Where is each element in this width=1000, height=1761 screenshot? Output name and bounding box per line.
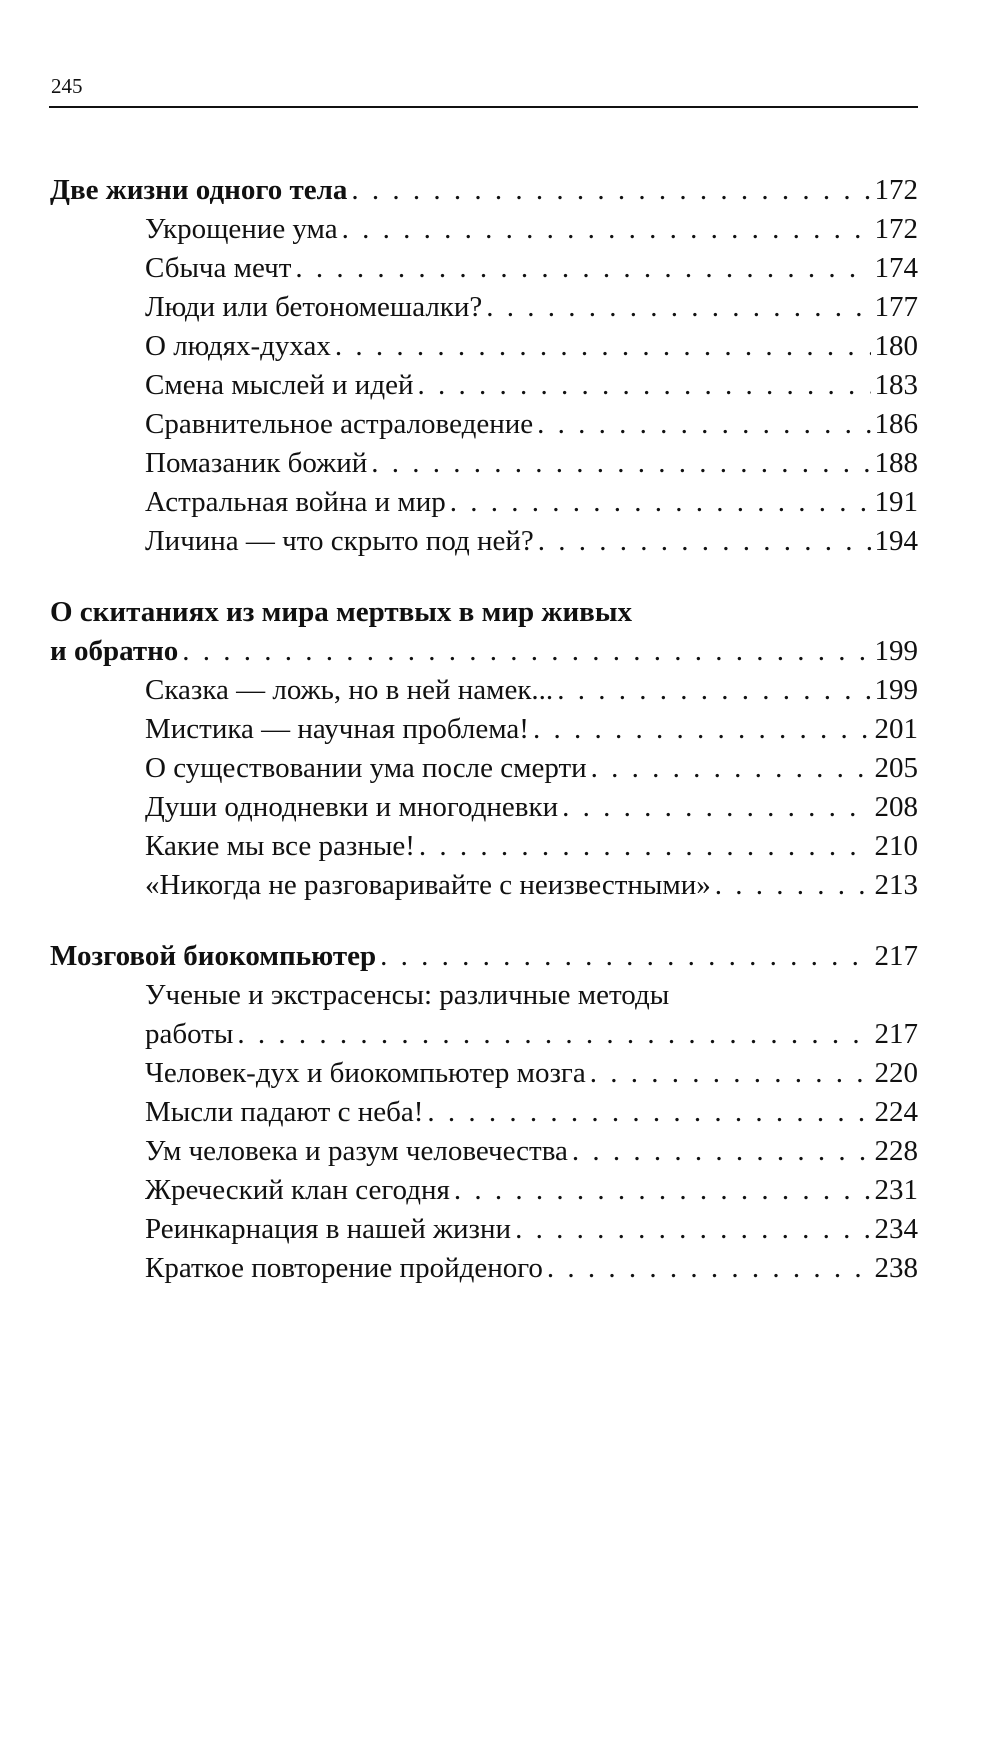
toc-entry: [50, 710, 918, 749]
toc-entry: [50, 249, 918, 288]
page-ref: 186: [874, 408, 918, 440]
toc-entry: [50, 1210, 918, 1249]
toc-entry: [50, 1249, 918, 1288]
toc-entry: [50, 366, 918, 405]
page-ref: 238: [874, 1252, 918, 1284]
dot-leader: [515, 1210, 870, 1249]
header-rule: [49, 106, 918, 108]
dot-leader: [427, 1093, 870, 1132]
dot-leader: [450, 483, 871, 522]
page-ref: 180: [874, 330, 918, 362]
page-ref: 172: [874, 174, 918, 206]
dot-leader: [454, 1171, 871, 1210]
entry-title: Краткое повторение пройденого: [145, 1252, 543, 1284]
chapter-title: и обратно: [50, 635, 179, 667]
entry-title: Человек-дух и биокомпьютер мозга: [145, 1057, 586, 1089]
toc-entry: [50, 483, 918, 522]
page-ref: 210: [874, 830, 918, 862]
toc-section: [50, 593, 918, 905]
entry-title: Сравнительное астраловедение: [145, 408, 534, 440]
page-ref: 201: [874, 713, 918, 745]
page-ref: 172: [874, 213, 918, 245]
dot-leader: [715, 866, 871, 905]
dot-leader: [351, 171, 870, 210]
entry-title: работы: [145, 1018, 234, 1050]
toc-chapter-entry: [50, 171, 918, 210]
page-ref: 228: [874, 1135, 918, 1167]
toc-entry: [50, 671, 918, 710]
dot-leader: [417, 366, 870, 405]
toc-entry: [50, 1093, 918, 1132]
toc-entry: [50, 1054, 918, 1093]
page-ref: 191: [874, 486, 918, 518]
dot-leader: [371, 444, 870, 483]
toc-entry: [50, 1171, 918, 1210]
page-ref: 183: [874, 369, 918, 401]
entry-title: «Никогда не разговаривайте с неизвестными»: [145, 869, 711, 901]
dot-leader: [537, 405, 870, 444]
page-ref: 234: [874, 1213, 918, 1245]
entry-title: Смена мыслей и идей: [145, 369, 414, 401]
chapter-title: Две жизни одного тела: [50, 174, 348, 206]
table-of-contents: [50, 171, 918, 1288]
page-ref: 231: [874, 1174, 918, 1206]
entry-title: Помазаник божий: [145, 447, 368, 479]
toc-chapter-entry: [50, 937, 918, 976]
toc-entry: [50, 327, 918, 366]
entry-title: Жреческий клан сегодня: [145, 1174, 450, 1206]
page-ref: 217: [874, 1018, 918, 1050]
chapter-title: Мозговой биокомпьютер: [50, 940, 377, 972]
page-ref: 199: [874, 674, 918, 706]
page-number: 245: [51, 74, 83, 98]
toc-entry: [50, 1132, 918, 1171]
page-ref: 213: [874, 869, 918, 901]
toc-entry: [50, 1015, 918, 1054]
entry-title: Ум человека и разум человечества: [145, 1135, 568, 1167]
entry-title: Личина — что скрыто под ней?: [145, 525, 534, 557]
page-ref: 205: [874, 752, 918, 784]
page-ref: 208: [874, 791, 918, 823]
toc-entry: [50, 288, 918, 327]
page-ref: 194: [874, 525, 918, 557]
entry-title: Астральная война и мир: [145, 486, 446, 518]
entry-title: Укрощение ума: [145, 213, 338, 245]
dot-leader: [380, 937, 870, 976]
toc-entry: [50, 866, 918, 905]
toc-section: [50, 937, 918, 1288]
dot-leader: [562, 788, 870, 827]
toc-entry: [50, 749, 918, 788]
toc-entry: [50, 405, 918, 444]
entry-title: Мистика — научная проблема!: [145, 713, 529, 745]
dot-leader: [572, 1132, 871, 1171]
entry-title: Сбыча мечт: [145, 252, 292, 284]
dot-leader: [533, 710, 871, 749]
toc-entry: [50, 522, 918, 561]
dot-leader: [237, 1015, 870, 1054]
entry-title-line: Ученые и экстрасенсы: различные методы: [145, 979, 670, 1011]
toc-section: [50, 171, 918, 561]
dot-leader: [182, 632, 870, 671]
toc-chapter-entry: [50, 632, 918, 671]
dot-leader: [342, 210, 871, 249]
entry-title: О людях-духах: [145, 330, 331, 362]
entry-title: Мысли падают с неба!: [145, 1096, 424, 1128]
entry-title: О существовании ума после смерти: [145, 752, 587, 784]
page-ref: 199: [874, 635, 918, 667]
dot-leader: [557, 671, 870, 710]
dot-leader: [295, 249, 870, 288]
dot-leader: [547, 1249, 871, 1288]
dot-leader: [335, 327, 871, 366]
page-ref: 174: [874, 252, 918, 284]
page-ref: 220: [874, 1057, 918, 1089]
dot-leader: [486, 288, 870, 327]
toc-entry: [50, 788, 918, 827]
dot-leader: [419, 827, 871, 866]
dot-leader: [590, 1054, 871, 1093]
dot-leader: [538, 522, 871, 561]
entry-title: Реинкарнация в нашей жизни: [145, 1213, 512, 1245]
toc-entry: [50, 444, 918, 483]
entry-title: Люди или бетономешалки?: [145, 291, 483, 323]
entry-title: Какие мы все разные!: [145, 830, 415, 862]
page-ref: 217: [874, 940, 918, 972]
entry-title: Души однодневки и многодневки: [145, 791, 559, 823]
toc-entry: [50, 827, 918, 866]
page-ref: 188: [874, 447, 918, 479]
toc-entry: [50, 210, 918, 249]
entry-title: Сказка — ложь, но в ней намек...: [145, 674, 554, 706]
page-ref: 224: [874, 1096, 918, 1128]
chapter-title-line: О скитаниях из мира мертвых в мир живых: [50, 596, 632, 628]
page-ref: 177: [874, 291, 918, 323]
dot-leader: [591, 749, 871, 788]
